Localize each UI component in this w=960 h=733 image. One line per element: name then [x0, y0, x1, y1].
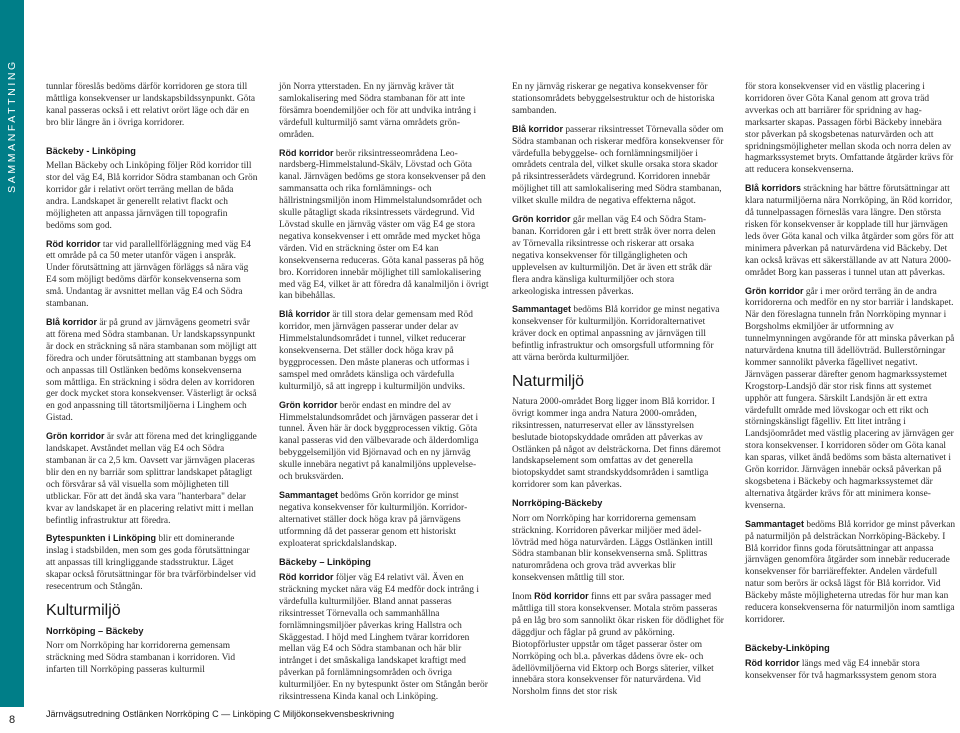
paragraph-text: bedöms Blå korridor ge minst påverkan på naturmiljön på delsträckan Norrköping-Bäckeby. I Blå korridor finns goda förutsättningar att anpassa järnvägen genomföra åtgärder som innebär reducerade konsekvenser för barriäreffekter. Andelen värdefull natur som berörs är också lägst för Blå korridor. Vid Bäckeby måste möjligheterna utredas för hur man kan reducera konsekvenserna för naturmiljön inom samtliga korridorer. [745, 519, 956, 625]
subheading: Norrköping – Bäckeby [46, 625, 144, 636]
keyword: Sammantaget [512, 304, 572, 315]
keyword: Röd korridor [46, 238, 101, 249]
text-column-2 [279, 82, 491, 704]
paragraph [745, 658, 957, 683]
paragraph: En ny järnväg riskerar ge negativa konsekvenser för stationsområdets bebyggelsestruktur och de historiska sambanden. [512, 82, 715, 116]
paragraph [279, 400, 491, 484]
paragraph [279, 148, 491, 304]
paragraph-text: följer väg E4 relativt väl. Även en sträckning mycket nära väg E4 medför dock intrång i värdefulla kulturmiljöer. Bland annat passeras riksintresset Törnevalla och sammanhållna fornlämningsmiljöer påverkas kring Hallstra och Skäggestad. I höjd med Linghem tvärar korridoren mellan väg E4 och Södra stambanan och här blir intrånget i det småskaliga landskapet kraftigt med påverkan på fornlämningsområden och övriga kulturmiljöer. En ny bytespunkt öster om Stångån berör riksintressena Kinda kanal och Linköping. [279, 573, 488, 703]
keyword: Sammantaget [279, 490, 339, 500]
page-number: 8 [0, 707, 24, 733]
section-heading: Naturmiljö [512, 372, 585, 390]
paragraph: Mellan Bäckeby och Linköping följer Röd korridor till stor del väg E4, Blå korridor Södra stambanan och Grön korridor går i relativt orört terräng mellan de båda andra. Landskapet är generellt relativt flackt och möjligheten att anpassa järnvägen till topografin bedöms som god. [46, 161, 258, 231]
section-heading: Kulturmiljö [46, 601, 121, 619]
paragraph [512, 591, 724, 699]
paragraph-text: finns ett par svåra passager med måttliga till stora konsekvenser. Motala ström passeras på en låg bro som sannolikt ökar risken för dödlighet för däggdjur och fåglar på grund av påkörning. Biotopförluster uppstår om tåget passerar öster om Norrköping och bl.a. påverkas dådens övre ek- och ädellövmiljöerna vid Ektorp och Borgs säterier, vilket innebära stora konsekvenser för naturvärdena. Vid Norsholm finns det stor risk [512, 592, 724, 698]
subheading: Norrköping-Bäckeby [512, 498, 603, 509]
keyword: Grön korridor [279, 399, 338, 410]
paragraph: jön Norra ytterstaden. En ny järnväg kräver tät samlokalisering med Södra stambanan för att inte försämra boendemiljöer och för att undvika intrång i värdefull kulturmiljö samt värna områdets grönområden. [279, 82, 477, 140]
keyword: Röd korridor [534, 591, 589, 602]
paragraph [46, 317, 258, 425]
subheading: Bäckeby-Linköping [745, 642, 830, 653]
paragraph [512, 124, 724, 208]
keyword: Grön korridor [745, 285, 804, 296]
paragraph [46, 431, 258, 527]
keyword: Röd korridor [279, 147, 334, 158]
text-column-1 [46, 82, 258, 677]
subheading: Bäckeby - Linköping [46, 145, 136, 156]
paragraph-text: tar vid parallellförläggning med väg E4 ett område på ca 50 meter utanför vägen i anspråk. Under förutsättning att järnvägen förläggs så nära väg E4 som möjligt bedöms därför konsekvenserna som små. Undantag är avsnittet mellan väg E4 och Södra stambanan. [46, 239, 251, 310]
paragraph: Norr om Norrköping har korridorerna gemensam sträckning. Korridoren påverkar miljöer med ädellövträd med höga naturvärden. Läggs Ostlänken intill Södra stambanan blir konsekvenserna små. Splittras naturområdena och grova träd avverkas blir konsekvensen måttlig till stor. [512, 513, 713, 584]
paragraph [279, 309, 491, 393]
text-column-4 [745, 82, 957, 683]
paragraph-text: är svår att förena med det kringliggande landskapet. Avståndet mellan väg E4 och Södra stambanan är ca 2,5 km. Oavsett var järnvägen placeras blir den en ny barriär som splittrar landskapet påtagligt och försvårar så väl visuella som möjligheten till utblickar. För att det ändå ska vara "hanterbara" delar kvar av landskapet är en placering relativt mitt i mellan befintlig infrastruktur att föredra. [46, 432, 257, 526]
text-column-3 [512, 82, 724, 699]
keyword: Sammantaget [745, 518, 805, 529]
paragraph-text: går mellan väg E4 och Södra Stambanan. Korridoren går i ett brett stråk över norra delen av Törnevalla riksintresse och riskerar att orsaka negativa konsekvenser för tillgängligheten och upplevelsen av kulturmiljön. Det är även ett stråk där flera andra känsliga kulturmiljöer och stora arkeologiska intressen påverkas. [512, 215, 716, 297]
keyword: Blå korridors [745, 183, 802, 194]
paragraph [512, 214, 724, 298]
keyword: Grön korridor [512, 214, 571, 225]
paragraph [279, 490, 491, 551]
section-sidebar [0, 0, 24, 733]
paragraph-text: bedöms Blå korridor ge minst negativa konsekvenser för kulturmiljön. Korridoralternativet kräver dock en optimal anpassning av järnvägen till befintlig infrastruktur och omsorgsfull utformning för att värna berörda kulturmiljöer. [512, 305, 720, 364]
paragraph [46, 533, 258, 594]
paragraph-text: berör riksintresseområdena Leonardsberg-Himmelstalund-Skälv, Lövstad och Göta kanal. Järnvägen bedöms ge stora konsekvenser på den sammansatta och rika fornlämnings- och hällristningsmiljön inom Himmelstalundsområdet och skulle påtagligt skada riksintressets värdegrund. Vid Lövstad skulle en järnväg väster om väg E4 ge stora negativa konsekvenser i ett område med mycket höga värden. Vid en sträckning öster om E4 kan konsekvenserna reduceras. Göta kanal passeras på hög bro. Korridoren innebär möjlighet till samlokalisering med väg E4, vilket är att föredra då kanalmiljön i övrigt kan bibehållas. [279, 148, 489, 302]
paragraph: tunnlar föreslås bedöms därför korridoren ge stora till måttliga konsekvenser ur landskapsbildssynpunkt. Göta kanal passeras också i ett relativt orört läge och där en bro blir längre än i övriga korridorer. [46, 82, 256, 128]
keyword: Röd korridor [279, 572, 334, 583]
paragraph [512, 304, 724, 365]
paragraph-text: längs med väg E4 innebär stora konsekvenser för två hagmarkssystem genom stora [745, 659, 937, 682]
paragraph-text: blir ett dominerande inslag i stadsbilden, men som ges goda förutsättningar att anpassas till kringliggande stadsstruktur. Läget skapar också förutsättningar för bra tvärförbindelser vid resecentrum och Stångån. [46, 534, 256, 593]
paragraph: Norr om Norrköping har korridorerna gemensam sträckning med Södra stambanan i korridoren. Vid infarten till Norrköping passeras kulturmil [46, 641, 236, 676]
paragraph [745, 286, 957, 513]
paragraph [46, 239, 258, 311]
keyword: Grön korridor [46, 431, 105, 442]
paragraph-text: Inom [512, 592, 535, 603]
paragraph-text: berör endast en mindre del av Himmelstalundsområdet och järnvägen passerar det i tunnel. Även här är dock byggprocessen viktig. Göta kanal passeras vid den välbevarade och älderdomliga bebyggelsemiljön vid Björnavad och en ny järnväg skulle innebära negativt på kanalmiljöns upplevelse- och bruksvärden. [279, 400, 479, 483]
paragraph-text: bedöms Grön korridor ge minst negativa konsekvenser för kulturmiljön. Korridoralternativet ställer dock höga krav på järnvägens utformning då det passerar genom ett historiskt exploaterat sprickdalslandskap. [279, 491, 468, 549]
paragraph: Natura 2000-området Borg ligger inom Blå korridor. I övrigt kommer inga andra Natura 2000-områden, riksintressen, naturreservat eller av länsstyrelsen beslutade biotopskyddade områden att påverkas av Ostlänken på något av delsträckorna. Det finns däremot landskapselement som omfattas av det generella biotopskyddet samt strandskyddsområden i samtliga korridorer som kan påverkas. [512, 396, 721, 491]
paragraph [745, 183, 957, 279]
keyword: Blå korridor [279, 309, 331, 320]
keyword: Blå korridor [46, 317, 98, 327]
paragraph-text: sträckning har bättre förutsättningar att klara naturmiljöerna nära Norrköping, än Röd korridor, då tunnelpassagen förnesläs vara längre. Den största risken för konsekvenser är kopplade till hur järnvägen leds över Göta kanal och vilka åtgärder som görs för att minimera påverkan på naturvärdena vid Bäckeby. Det kan också krävas ett säkerställande av att Natura 2000-området Borg kan passeras i tunnel utan att påverkas. [745, 184, 954, 278]
footer-text: Järnvägsutredning Ostlänken Norrköping C — Linköping C Miljökonsekvensbeskrivning [46, 709, 395, 719]
keyword: Bytespunkten i Linköping [46, 533, 157, 544]
paragraph-text: är på grund av järnvägens geometri svår att förena med Södra stambanan. Ur landskapssynpunkt är dock en sträckning så nära stambanan som möjligt att föredra och under förutsättning att stambanan byggs om och anpassas till Ostlänken bedöms konsekvenserna som måttliga. En sträckning i södra delen av korridoren ger dock mycket stora konsekvenser. Västerligt är också en god anpassning till tätortsmiljöerna i Linghem och Gistad. [46, 318, 257, 424]
subheading: Bäckeby – Linköping [279, 556, 371, 567]
paragraph-text: passerar riksintresset Törnevalla söder om Södra stambanan och riskerar medföra konsekvenser för värdefulla bebyggelse- och fornlämningsmiljöer i områdets centrala del, vilket skulle orsaka stora skador på riksintresserådets värdegrund. Korridoren innebär möjlighet till att samlokalisering med Södra stambanan, vilket skulle mildra de negativa effekterna något. [512, 124, 724, 207]
paragraph: för stora konsekvenser vid en västlig placering i korridoren över Göta Kanal genom att grova träd avverkas och att barriärer för spridning av hagmarksarter skapas. Passagen förbi Bäckeby innebära stor påverkan på skogsbetenas naturvärden och att spridningsmöjligheter mellan skoda och norra delen av hagmarkssystemet bryts. Omfattande åtgärder krävs för att reducera konsekvenserna. [745, 82, 954, 176]
section-label: SAMMANFATTNING [6, 59, 18, 193]
keyword: Blå korridor [512, 123, 564, 134]
keyword: Röd korridor [745, 658, 800, 669]
paragraph [279, 572, 491, 704]
paragraph-text: går i mer orörd terräng än de andra korridorerna och medför en ny stor barriär i landskapet. När den föreslagna tunneln från Norrköping mynnar i Borgsholms ekmiljöer är utformning av tunnelmynningen avgörande för att minska påverkan på naturvärdena knutna till ädellövträd. Bullerstörningar kommer sannolikt påverka fågellivet negativt. Järnvägen passerar därefter genom hagmarkssystemet Krogstorp-Landsjö där stor risk finns att systemet upphör att fungera. Särskilt Landsjön är ett extra värdefullt område med lövskogar och ett rikt och störningskänsligt fågelliv. Ett litet intrång i Landsjöområdet med västlig placering av järnvägen ger stora konsekvenser. I korridoren söder om Göta kanal kan sparas, vilket ändå bedöms som bästa alternativet i Grön korridor. Järnvägen innebär också påverkan på skogsbetena i Bäckeby och hagmarkssystemet där alternativa åtgärder krävs för att minimera konsekvenserna. [745, 286, 955, 511]
paragraph-text: är till stora delar gemensam med Röd korridor, men järnvägen passerar under delar av Himmelstalundsområdet i tunnel, vilket reducerar konsekvenserna. Det ställer dock höga krav på byggprocessen. Den måste planeras och utformas i samspel med områdets känsliga och värdefulla kulturmiljö, så att ingrepp i kulturmiljön undviks. [279, 310, 473, 392]
paragraph [745, 519, 957, 627]
